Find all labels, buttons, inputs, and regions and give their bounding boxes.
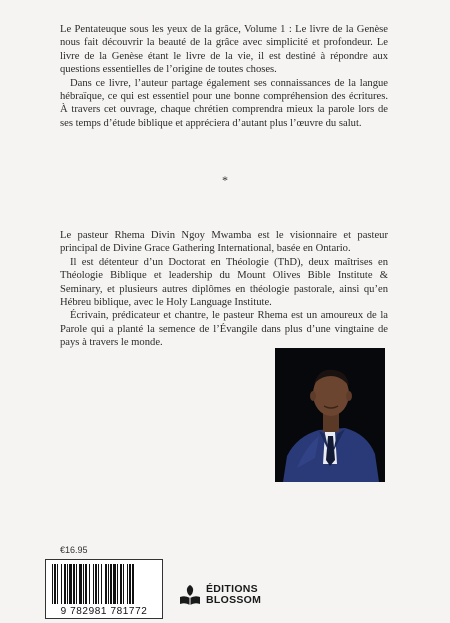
- author-photo: [275, 348, 385, 482]
- back-cover-summary: [60, 23, 388, 130]
- author-portrait-illustration: [275, 348, 385, 482]
- publisher-name-line2: BLOSSOM: [206, 594, 262, 606]
- bio-paragraph-1: Le pasteur Rhema Divin Ngoy Mwamba est le visionnaire et pasteur principal de Divine Grace Gathering International, basée en Ontario.: [60, 230, 388, 255]
- bio-paragraph-2: Il est détenteur d’un Doctorat en Théologie (ThD), deux maîtrises en Théologie Biblique et leadership du Mount Olives Bible Institute & Seminary, et plusieurs autres diplômes en théologie pastorale, ainsi qu’en Hébreu biblique, avec le Holy Language Institute.: [60, 256, 388, 309]
- section-separator: *: [222, 173, 228, 187]
- publisher-name-line1: ÉDITIONS: [206, 583, 258, 595]
- summary-paragraph-1: Le Pentateuque sous les yeux de la grâce, Volume 1 : Le livre de la Genèse nous fait découvrir la beauté de la grâce avec simplicité et profondeur. Le livre de la Genèse étant le livre de la vie, il est destiné à répondre aux questions essentielles de l’origine de toutes choses.: [60, 24, 388, 76]
- bio-paragraph-3: Écrivain, prédicateur et chantre, le pasteur Rhema est un amoureux de la Parole qui a planté la semence de l’Évangile dans plus d’une vingtaine de pays à travers le monde.: [60, 310, 388, 349]
- price-label: €16.95: [60, 545, 88, 555]
- author-biography: [60, 229, 388, 350]
- blossom-book-leaf-icon: [178, 583, 202, 607]
- publisher-name: [206, 584, 261, 606]
- summary-paragraph-2: Dans ce livre, l’auteur partage également ses connaissances de la langue hébraïque, ce qui est essentiel pour une bonne compréhension des écritures. À travers cet ouvrage, chaque chrétien comprendra mieux la parole lors de ses temps d’étude biblique et appréciera d’autant plus l’œuvre du salut.: [60, 77, 388, 129]
- isbn-number: 9 782981 781772: [60, 606, 148, 617]
- isbn-barcode: [45, 559, 163, 619]
- publisher-logo: [178, 581, 261, 609]
